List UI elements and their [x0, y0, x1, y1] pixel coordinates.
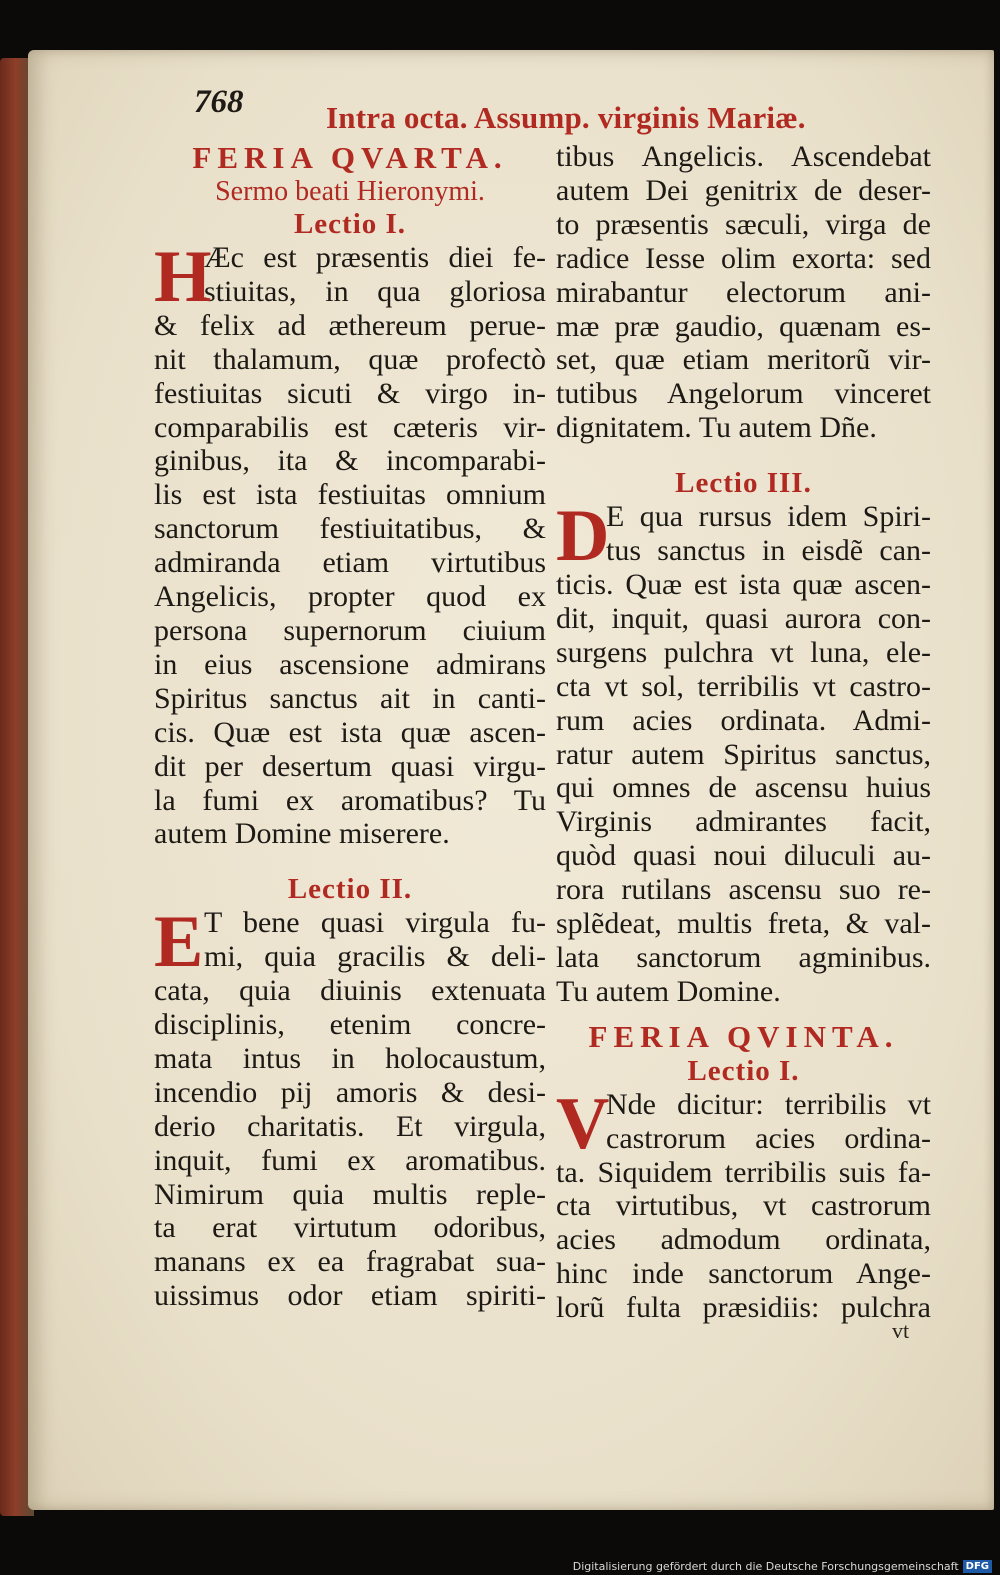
text-line: manans ex ea fragrabat sua-	[154, 1245, 546, 1279]
text-line: qui omnes de ascensu huius	[556, 771, 931, 805]
digitization-credit	[573, 1560, 992, 1573]
text-line: lata sanctorum agminibus.	[556, 940, 931, 974]
text-line: sanctorum festiuitatibus, &	[154, 512, 546, 546]
dropcap-d: D	[556, 495, 610, 578]
text-line: Virginis admirantes facit,	[556, 805, 931, 839]
lectio-1-text	[154, 236, 546, 851]
lectio-1-heading: Lectio I.	[293, 208, 407, 240]
text-line: Angelicis, propter quod ex	[154, 580, 546, 614]
lectio-2-text	[154, 901, 546, 1313]
text-line: acies admodum ordinata,	[556, 1223, 931, 1257]
text-line: lis est ista festiuitas omnium	[154, 478, 546, 512]
text-line: castrorum acies ordina-	[606, 1121, 931, 1155]
text-line: comparabilis est cæteris vir-	[154, 410, 546, 444]
text-line: stiuitas, in qua gloriosa	[204, 274, 546, 308]
dropcap-e: E	[154, 901, 204, 984]
text-line: in eius ascensione admirans	[154, 647, 546, 681]
text-line: autem Dei genitrix de deser-	[556, 173, 931, 207]
text-line: set, quæ etiam meritorũ vir-	[556, 343, 931, 377]
text-line: tus sanctus in eisdẽ can-	[606, 534, 931, 568]
dropcap-h: H	[154, 236, 212, 318]
text-line: inquit, fumi ex aromatibus.	[154, 1143, 546, 1177]
text-line: rum acies ordinata. Admi-	[556, 703, 931, 737]
text-line: E qua rursus idem Spiri-	[606, 500, 931, 534]
text-line: cta vt sol, terribilis vt castro-	[556, 669, 931, 703]
text-line: Æc est præsentis diei fe-	[204, 241, 546, 274]
text-line: T bene quasi virgula fu-	[204, 906, 546, 940]
text-line: Tu autem Domine.	[556, 974, 781, 1008]
text-line: mata intus in holocaustum,	[154, 1041, 546, 1075]
sermon-title: Sermo beati Hieronymi.	[215, 176, 485, 207]
dropcap-v: V	[556, 1082, 610, 1165]
text-line: Nde dicitur: terribilis vt	[606, 1087, 931, 1121]
text-line: ta erat virtutum odoribus,	[154, 1211, 546, 1245]
text-line: nit thalamum, quæ profectò	[154, 342, 546, 376]
left-column	[154, 140, 546, 1313]
text-line: ratur autem Spiritus sanctus,	[556, 737, 931, 771]
text-line: persona supernorum ciuium	[154, 613, 546, 647]
text-line: ta. Siquidem terribilis suis fa-	[556, 1155, 931, 1189]
text-line: mirabantur electorum ani-	[556, 275, 931, 309]
continuation-text	[556, 140, 931, 445]
text-line: admiranda etiam virtutibus	[154, 546, 546, 580]
credit-text: Digitalisierung gefördert durch die Deutsche Forschungsgemeinschaft	[572, 1560, 959, 1573]
text-line: tutibus Angelorum vinceret	[556, 377, 931, 411]
text-line: Spiritus sanctus ait in canti-	[154, 681, 546, 715]
text-line: tibus Angelicis. Ascendebat	[556, 140, 931, 173]
text-line: ticis. Quæ est ista quæ ascen-	[556, 567, 931, 601]
text-line: hinc inde sanctorum Ange-	[556, 1257, 931, 1291]
text-line: cta virtutibus, vt castrorum	[556, 1189, 931, 1223]
text-line: surgens pulchra vt luna, ele-	[556, 635, 931, 669]
text-line: uissimus odor etiam spiriti-	[154, 1279, 546, 1313]
text-line: festiuitas sicuti & virgo in-	[154, 376, 546, 410]
text-line: dignitatem. Tu autem Dñe.	[556, 411, 877, 445]
catchword: vt	[892, 1318, 910, 1343]
text-line: incendio pij amoris & desi-	[154, 1075, 546, 1109]
text-line: & felix ad æthereum perue-	[154, 308, 546, 342]
text-line: radice Iesse olim exorta: sed	[556, 241, 931, 275]
text-line: cata, quia diuinis extenuata	[154, 974, 546, 1008]
text-line: rora rutilans ascensu suo re-	[556, 873, 931, 907]
text-line: Nimirum quia multis reple-	[154, 1177, 546, 1211]
lectio-1-quinta-text	[556, 1082, 931, 1325]
page-number: 768	[194, 84, 244, 120]
text-line: dit, inquit, quasi aurora con-	[556, 601, 931, 635]
text-line: disciplinis, etenim concre-	[154, 1008, 546, 1042]
text-line: lorũ fulta præsidiis: pulchra	[556, 1291, 931, 1325]
lectio-1-quinta-heading: Lectio I.	[687, 1054, 800, 1087]
lectio-3-text	[556, 495, 931, 1009]
text-line: mæ præ gaudio, quænam es-	[556, 309, 931, 343]
text-line: to præsentis sæculi, virga de	[556, 207, 931, 241]
feria-quinta-heading: FERIA QVINTA.	[588, 1018, 899, 1054]
text-line: la fumi ex aromatibus? Tu	[154, 783, 546, 817]
text-line: quòd quasi noui diluculi au-	[556, 839, 931, 873]
lectio-3-heading: Lectio III.	[675, 467, 812, 500]
text-line: splẽdeat, multis freta, & val-	[556, 907, 931, 941]
dfg-logo-icon: DFG	[963, 1560, 992, 1573]
text-line: dit per desertum quasi virgu-	[154, 749, 546, 783]
text-line: mi, quia gracilis & deli-	[204, 940, 546, 974]
text-line: cis. Quæ est ista quæ ascen-	[154, 715, 546, 749]
text-line: ginibus, ita & incomparabi-	[154, 444, 546, 478]
right-column	[556, 140, 931, 1325]
text-line: derio charitatis. Et virgula,	[154, 1109, 546, 1143]
lectio-2-heading: Lectio II.	[287, 873, 413, 906]
text-line: autem Domine miserere.	[154, 817, 450, 851]
running-head: Intra octa. Assump. virginis Mariæ.	[326, 100, 806, 135]
feria-quarta-heading: FERIA QVARTA.	[192, 140, 508, 175]
